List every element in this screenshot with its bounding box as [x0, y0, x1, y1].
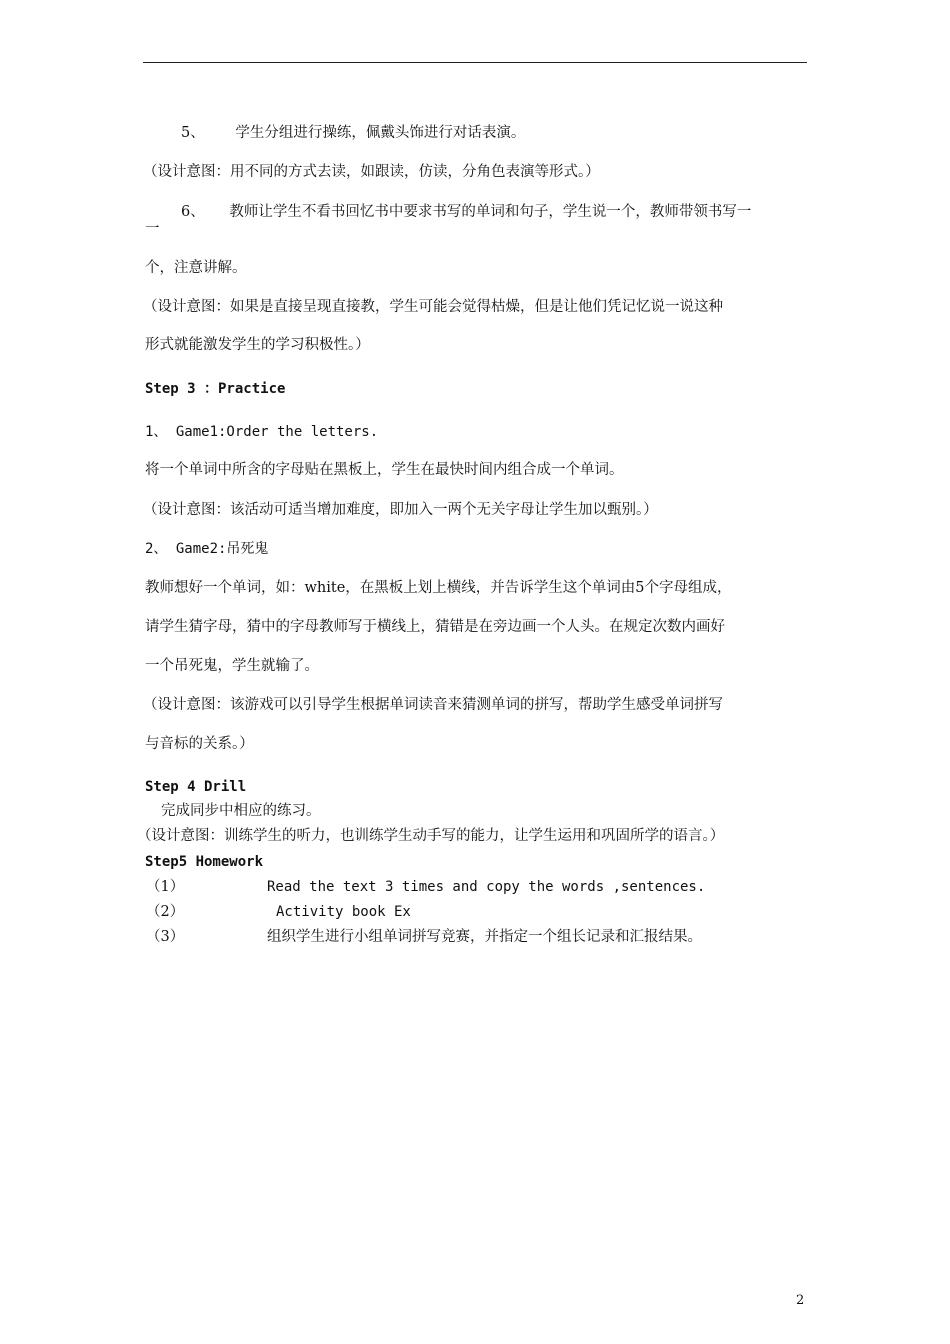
design-note-2-line-1: （设计意图：如果是直接呈现直接教，学生可能会觉得枯燥，但是让他们凭记忆说一说这种 [143, 299, 723, 315]
item-6-number: 6、 [181, 204, 205, 220]
game-2-design-note-line-2: 与音标的关系。） [145, 736, 254, 752]
game-1-design-note: （设计意图：该活动可适当增加难度，即加入一两个无关字母让学生加以甄别。） [143, 502, 658, 518]
item-5-number: 5、 [181, 125, 205, 141]
game-2-description-line-2: 请学生猜字母，猜中的字母教师写于横线上，猜错是在旁边画一个人头。在规定次数内画好 [145, 619, 725, 635]
page-number: 2 [796, 1293, 805, 1308]
homework-item-3-number: （3） [146, 929, 185, 945]
step-4-text: 完成同步中相应的练习。 [161, 803, 321, 819]
step-4-heading: Step 4 Drill [145, 779, 247, 795]
item-6-stray-char: 一 [145, 221, 160, 237]
step-3-heading: Step 3 ：Practice [145, 381, 286, 397]
game-2-title: 2、 Game2:吊死鬼 [145, 541, 269, 557]
game-1-title: 1、 Game1:Order the letters. [145, 424, 379, 440]
step-4-design-note: （设计意图：训练学生的听力，也训练学生动手写的能力，让学生运用和巩固所学的语言。） [137, 828, 725, 844]
header-rule [143, 62, 807, 63]
item-5-text: 学生分组进行操练，佩戴头饰进行对话表演。 [235, 125, 526, 141]
step-5-heading: Step5 Homework [145, 854, 264, 870]
game-2-design-note-line-1: （设计意图：该游戏可以引导学生根据单词读音来猜测单词的拼写，帮助学生感受单词拼写 [143, 697, 723, 713]
item-6-text: 教师让学生不看书回忆书中要求书写的单词和句子，学生说一个，教师带领书写一 [229, 204, 752, 220]
homework-item-1-number: （1） [146, 879, 185, 895]
game-1-description: 将一个单词中所含的字母贴在黑板上，学生在最快时间内组合成一个单词。 [145, 462, 624, 478]
homework-item-3-text: 组织学生进行小组单词拼写竞赛，并指定一个组长记录和汇报结果。 [267, 929, 702, 945]
design-note-2-line-2: 形式就能激发学生的学习积极性。） [145, 337, 370, 353]
homework-item-2-number: （2） [146, 904, 185, 920]
homework-item-2-text: Activity book Ex [276, 904, 411, 920]
item-6-continuation: 个，注意讲解。 [145, 260, 247, 276]
item-6 [181, 203, 751, 221]
game-2-description-line-3: 一个吊死鬼，学生就输了。 [145, 658, 319, 674]
design-note-1: （设计意图：用不同的方式去读，如跟读，仿读，分角色表演等形式。） [143, 164, 600, 180]
game-2-description-line-1: 教师想好一个单词，如：white，在黑板上划上横线，并告诉学生这个单词由5个字母组成， [145, 580, 732, 596]
item-5 [181, 124, 525, 142]
homework-item-1-text: Read the text 3 times and copy the words ,sentences. [267, 879, 706, 895]
